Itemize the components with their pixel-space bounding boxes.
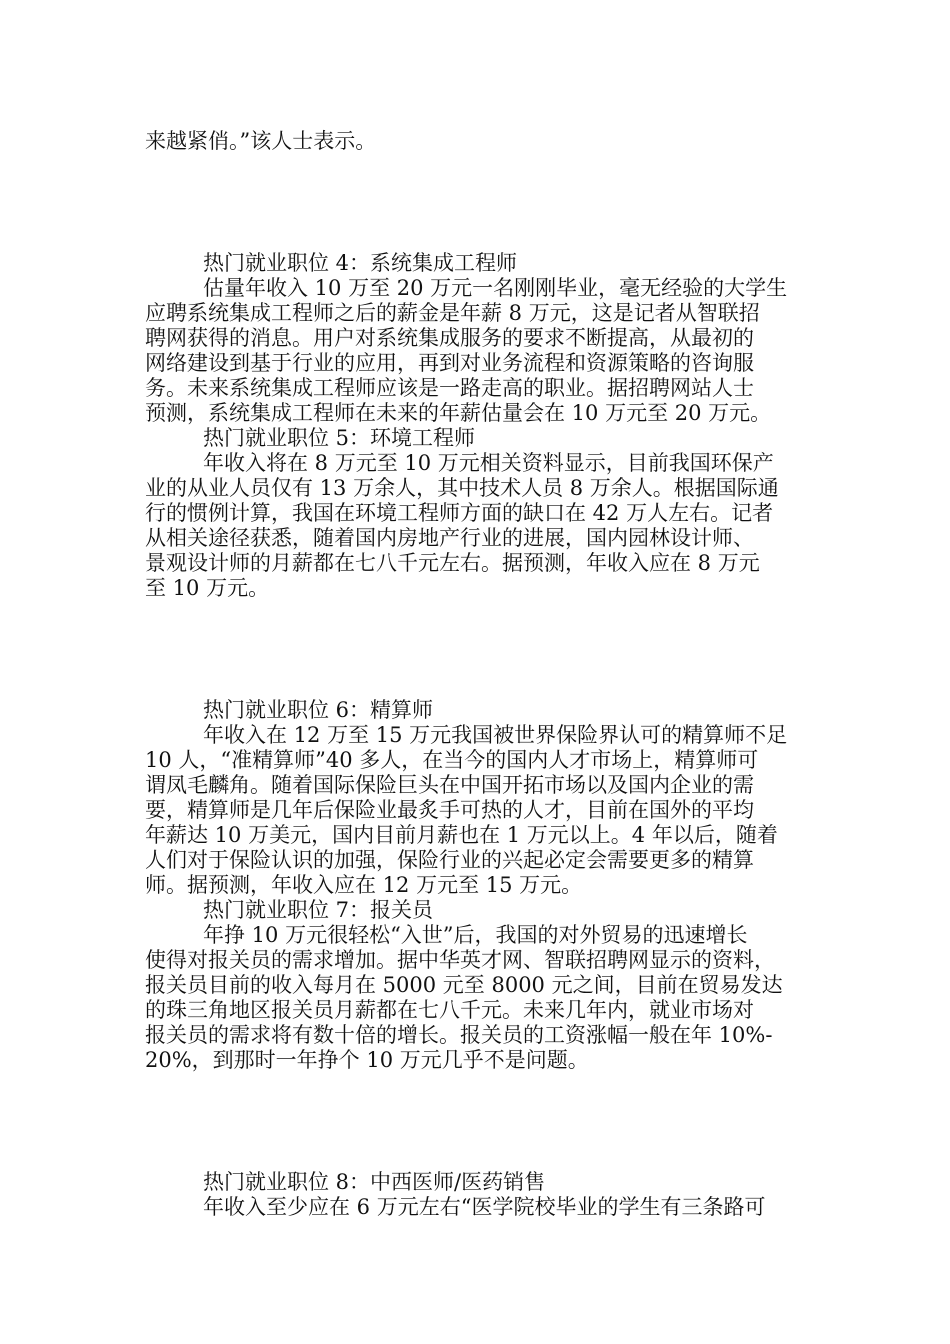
section-6-line: 谓凤毛麟角。随着国际保险巨头在中国开拓市场以及国内企业的需 [145, 773, 754, 797]
section-7-line: 年挣 10 万元很轻松“入世”后，我国的对外贸易的迅速增长 [203, 923, 748, 947]
section-5-line: 行的惯例计算，我国在环境工程师方面的缺口在 42 万人左右。记者 [145, 501, 774, 525]
section-4-line: 估量年收入 10 万至 20 万元一名刚刚毕业，毫无经验的大学生 [203, 276, 788, 300]
section-6-line: 10 人，“准精算师”40 多人，在当今的国内人才市场上，精算师可 [145, 748, 759, 772]
section-6-line: 师。据预测，年收入应在 12 万元至 15 万元。 [145, 873, 583, 897]
section-4-heading: 热门就业职位 4：系统集成工程师 [203, 251, 518, 275]
section-4-line: 预测，系统集成工程师在未来的年薪估量会在 10 万元至 20 万元。 [145, 401, 772, 425]
section-8-heading: 热门就业职位 8：中西医师/医药销售 [203, 1170, 546, 1194]
section-4-line: 网络建设到基于行业的应用，再到对业务流程和资源策略的咨询服 [145, 351, 754, 375]
section-5-line: 至 10 万元。 [145, 576, 270, 600]
section-5-line: 从相关途径获悉，随着国内房地产行业的进展，国内园林设计师、 [145, 526, 754, 550]
section-7-line: 使得对报关员的需求增加。据中华英才网、智联招聘网显示的资料， [145, 948, 775, 972]
intro-tail-line: 来越紧俏。”该人士表示。 [145, 129, 377, 153]
section-7-line: 报关员的需求将有数十倍的增长。报关员的工资涨幅一般在年 10%- [145, 1023, 773, 1047]
section-5-line: 业的从业人员仅有 13 万余人，其中技术人员 8 万余人。根据国际通 [145, 476, 779, 500]
section-5-line: 景观设计师的月薪都在七八千元左右。据预测，年收入应在 8 万元 [145, 551, 760, 575]
section-5-heading: 热门就业职位 5：环境工程师 [203, 426, 476, 450]
section-4-line: 应聘系统集成工程师之后的薪金是年薪 8 万元，这是记者从智联招 [145, 301, 760, 325]
section-7-heading: 热门就业职位 7：报关员 [203, 898, 434, 922]
section-6-heading: 热门就业职位 6：精算师 [203, 698, 434, 722]
section-7-line: 报关员目前的收入每月在 5000 元至 8000 元之间，目前在贸易发达 [145, 973, 783, 997]
section-7-line: 的珠三角地区报关员月薪都在七八千元。未来几年内，就业市场对 [145, 998, 754, 1022]
section-6-line: 年薪达 10 万美元，国内目前月薪也在 1 万元以上。4 年以后，随着 [145, 823, 778, 847]
section-4-line: 务。未来系统集成工程师应该是一路走高的职业。据招聘网站人士 [145, 376, 754, 400]
section-5-line: 年收入将在 8 万元至 10 万元相关资料显示，目前我国环保产 [203, 451, 774, 475]
section-4-line: 聘网获得的消息。用户对系统集成服务的要求不断提高，从最初的 [145, 326, 754, 350]
section-7-line: 20%，到那时一年挣个 10 万元几乎不是问题。 [145, 1048, 589, 1072]
section-8-line: 年收入至少应在 6 万元左右“医学院校毕业的学生有三条路可 [203, 1195, 766, 1219]
section-6-line: 人们对于保险认识的加强，保险行业的兴起必定会需要更多的精算 [145, 848, 754, 872]
section-6-line: 要，精算师是几年后保险业最炙手可热的人才，目前在国外的平均 [145, 798, 754, 822]
section-6-line: 年收入在 12 万至 15 万元我国被世界保险界认可的精算师不足 [203, 723, 788, 747]
